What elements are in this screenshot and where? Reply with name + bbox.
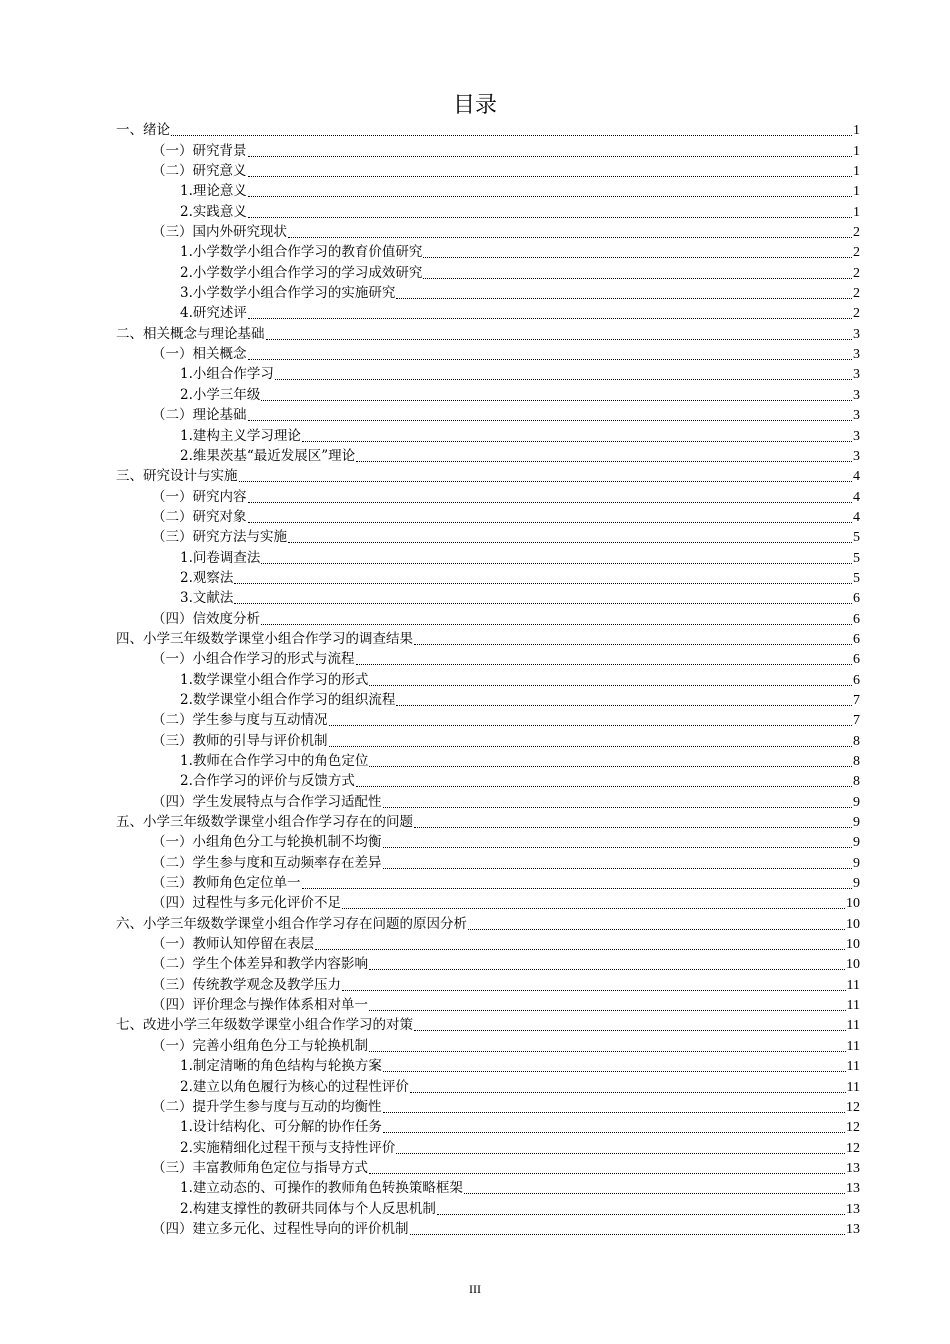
toc-entry-label: （二）学生个体差异和教学内容影响 <box>152 956 368 973</box>
dot-leader <box>369 1173 845 1174</box>
toc-entry-label: 1.数学课堂小组合作学习的形式 <box>180 671 369 688</box>
toc-entry-page-number: 2 <box>853 225 860 241</box>
toc-entry[interactable] <box>116 221 860 241</box>
toc-entry-page-number: 11 <box>846 998 860 1014</box>
toc-entry[interactable] <box>116 363 860 383</box>
toc-entry[interactable] <box>116 973 860 993</box>
toc-entry[interactable] <box>116 302 860 322</box>
toc-entry[interactable] <box>116 1075 860 1095</box>
toc-entry[interactable] <box>116 322 860 342</box>
toc-entry-page-number: 6 <box>853 591 860 607</box>
toc-entry[interactable] <box>116 343 860 363</box>
toc-entry-page-number: 8 <box>853 754 860 769</box>
toc-entry[interactable] <box>116 872 860 892</box>
dot-leader <box>248 217 852 218</box>
toc-entry[interactable] <box>116 1136 860 1156</box>
toc-entry-page-number: 11 <box>846 1079 860 1095</box>
toc-entry-label: 2.维果茨基“最近发展区”理论 <box>180 447 356 464</box>
toc-entry[interactable] <box>116 668 860 688</box>
toc-entry-label: （一）完善小组角色分工与轮换机制 <box>152 1037 368 1054</box>
toc-entry-label: 三、研究设计与实施 <box>116 468 238 485</box>
toc-entry-page-number: 13 <box>846 1201 860 1217</box>
toc-entry-label: 3.小学数学小组合作学习的实施研究 <box>180 285 396 302</box>
toc-entry[interactable] <box>116 1116 860 1136</box>
toc-entry[interactable] <box>116 689 860 709</box>
dot-leader <box>288 237 852 238</box>
toc-entry-label: 2.小学三年级 <box>180 386 261 403</box>
toc-entry[interactable] <box>116 261 860 281</box>
toc-entry[interactable] <box>116 607 860 627</box>
toc-entry[interactable] <box>116 282 860 302</box>
toc-entry-label: （一）小组角色分工与轮换机制不均衡 <box>152 834 382 851</box>
dot-leader <box>261 400 852 401</box>
toc-entry-label: 1.设计结构化、可分解的协作任务 <box>180 1119 382 1136</box>
toc-entry[interactable] <box>116 811 860 831</box>
toc-entry[interactable] <box>116 546 860 566</box>
dot-leader <box>383 807 853 808</box>
toc-entry-page-number: 3 <box>853 387 860 403</box>
toc-entry-page-number: 3 <box>853 408 860 424</box>
dot-leader <box>437 1214 845 1215</box>
toc-entry-label: （一）教师认知停留在表层 <box>152 936 314 953</box>
toc-entry-label: （三）教师角色定位单一 <box>152 875 301 892</box>
dot-leader <box>266 339 853 340</box>
toc-entry-page-number: 3 <box>853 367 860 383</box>
toc-entry-page-number: 1 <box>853 123 860 139</box>
toc-entry[interactable] <box>116 424 860 444</box>
toc-entry[interactable] <box>116 750 860 770</box>
toc-entry-label: （四）信效度分析 <box>152 610 260 627</box>
toc-entry-label: （二）理论基础 <box>152 407 247 424</box>
toc-entry-label: （三）丰富教师角色定位与指导方式 <box>152 1159 368 1176</box>
toc-entry-label: 六、小学三年级数学课堂小组合作学习存在问题的原因分析 <box>116 915 467 932</box>
toc-entry[interactable] <box>116 139 860 159</box>
toc-entry[interactable] <box>116 831 860 851</box>
toc-entry-label: 1.问卷调查法 <box>180 549 261 566</box>
toc-entry-page-number: 12 <box>846 1099 860 1115</box>
toc-entry[interactable] <box>116 628 860 648</box>
page-title: 目录 <box>452 93 497 118</box>
toc-entry-page-number: 4 <box>853 469 860 485</box>
toc-entry-page-number: 8 <box>853 774 860 790</box>
toc-entry-page-number: 10 <box>846 957 860 973</box>
toc-entry[interactable] <box>116 485 860 505</box>
toc-entry-label: 1.建立动态的、可操作的教师角色转换策略框架 <box>180 1180 463 1197</box>
dot-leader <box>369 1010 846 1011</box>
toc-entry-page-number: 6 <box>853 631 860 647</box>
toc-entry[interactable] <box>116 790 860 810</box>
toc-entry-page-number: 5 <box>853 570 860 586</box>
toc-entry[interactable] <box>116 729 860 749</box>
dot-leader <box>396 1153 845 1154</box>
toc-entry-label: （一）研究内容 <box>152 488 247 505</box>
page-number-footer: III <box>469 1282 481 1296</box>
toc-entry-page-number: 11 <box>846 1059 860 1075</box>
toc-entry-label: （二）学生参与度与互动情况 <box>152 712 328 729</box>
toc-entry-page-number: 7 <box>853 692 860 708</box>
toc-entry-page-number: 2 <box>853 265 860 281</box>
toc-entry-label: （三）研究方法与实施 <box>152 529 287 546</box>
dot-leader <box>464 1193 845 1194</box>
toc-entry[interactable] <box>116 1157 860 1177</box>
toc-entry-label: （四）建立多元化、过程性导向的评价机制 <box>152 1220 409 1237</box>
dot-leader <box>302 441 852 442</box>
toc-entry[interactable] <box>116 160 860 180</box>
dot-leader <box>239 481 853 482</box>
toc-entry-label: 2.建立以角色履行为核心的过程性评价 <box>180 1078 409 1095</box>
toc-entry-page-number: 1 <box>853 164 860 180</box>
toc-entry-page-number: 9 <box>853 876 860 892</box>
toc-entry[interactable] <box>116 892 860 912</box>
toc-entry-label: （二）研究对象 <box>152 508 247 525</box>
dot-leader <box>248 502 853 503</box>
toc-entry[interactable] <box>116 119 860 139</box>
toc-entry-page-number: 10 <box>846 896 860 912</box>
toc-entry-page-number: 2 <box>853 245 860 261</box>
toc-entry-page-number: 11 <box>846 1018 860 1034</box>
toc-entry[interactable] <box>116 241 860 261</box>
toc-entry-page-number: 10 <box>846 916 860 932</box>
toc-entry-label: （三）国内外研究现状 <box>152 224 287 241</box>
toc-entry-label: （三）传统教学观念及教学压力 <box>152 976 341 993</box>
toc-entry-page-number: 4 <box>853 489 860 505</box>
toc-entry-label: 2.构建支撑性的教研共同体与个人反思机制 <box>180 1200 436 1217</box>
toc-entry-page-number: 11 <box>846 977 860 993</box>
toc-entry-label: 2.观察法 <box>180 569 234 586</box>
toc-entry-label: （二）研究意义 <box>152 163 247 180</box>
dot-leader <box>414 827 852 828</box>
dot-leader <box>396 705 852 706</box>
toc-entry-label: 1.小学数学小组合作学习的教育价值研究 <box>180 244 423 261</box>
dot-leader <box>383 868 853 869</box>
toc-entry[interactable] <box>116 383 860 403</box>
dot-leader <box>369 685 852 686</box>
toc-entry[interactable] <box>116 1197 860 1217</box>
dot-leader <box>329 746 853 747</box>
toc-entry[interactable] <box>116 1218 860 1238</box>
dot-leader <box>423 257 852 258</box>
toc-entry[interactable] <box>116 180 860 200</box>
toc-entry-page-number: 13 <box>846 1181 860 1197</box>
dot-leader <box>356 461 852 462</box>
toc-entry-label: 4.研究述评 <box>180 305 247 322</box>
toc-entry-page-number: 6 <box>853 611 860 627</box>
toc-entry-page-number: 9 <box>853 835 860 851</box>
toc-entry-page-number: 3 <box>853 326 860 342</box>
dot-leader <box>369 1051 846 1052</box>
toc-entry-page-number: 2 <box>853 306 860 322</box>
toc-entry-label: 七、改进小学三年级数学课堂小组合作学习的对策 <box>116 1017 413 1034</box>
toc-entry-label: 四、小学三年级数学课堂小组合作学习的调查结果 <box>116 630 413 647</box>
dot-leader <box>261 563 852 564</box>
dot-leader <box>248 196 852 197</box>
toc-entry-label: （三）教师的引导与评价机制 <box>152 732 328 749</box>
toc-entry-label: （二）学生参与度和互动频率存在差异 <box>152 854 382 871</box>
dot-leader <box>275 379 852 380</box>
toc-entry-label: 1.小组合作学习 <box>180 366 274 383</box>
dot-leader <box>171 135 852 136</box>
toc-entry-page-number: 7 <box>853 713 860 729</box>
dot-leader <box>248 156 853 157</box>
toc-entry-label: （四）评价理念与操作体系相对单一 <box>152 997 368 1014</box>
toc-entry-page-number: 13 <box>846 1160 860 1176</box>
dot-leader <box>302 888 853 889</box>
toc-entry-label: 2.实践意义 <box>180 203 247 220</box>
toc-entry[interactable] <box>116 1034 860 1054</box>
toc-entry-page-number: 13 <box>846 1221 860 1237</box>
dot-leader <box>468 929 845 930</box>
toc-entry-page-number: 10 <box>846 937 860 953</box>
toc-entry-label: 1.建构主义学习理论 <box>180 427 301 444</box>
toc-entry-label: 二、相关概念与理论基础 <box>116 325 265 342</box>
toc-entry-page-number: 1 <box>853 143 860 159</box>
toc-entry[interactable] <box>116 587 860 607</box>
toc-entry-label: （一）研究背景 <box>152 142 247 159</box>
toc-entry-page-number: 11 <box>846 1038 860 1054</box>
dot-leader <box>329 725 853 726</box>
dot-leader <box>383 1071 846 1072</box>
toc-entry-label: （四）学生发展特点与合作学习适配性 <box>152 793 382 810</box>
toc-entry-label: 2.数学课堂小组合作学习的组织流程 <box>180 691 396 708</box>
dot-leader <box>414 1030 846 1031</box>
toc-entry-label: 2.小学数学小组合作学习的学习成效研究 <box>180 264 423 281</box>
toc-entry-label: （一）相关概念 <box>152 346 247 363</box>
dot-leader <box>383 1132 845 1133</box>
dot-leader <box>414 644 852 645</box>
toc-entry[interactable] <box>116 1055 860 1075</box>
dot-leader <box>423 278 852 279</box>
dot-leader <box>383 1112 846 1113</box>
toc-entry-label: 1.理论意义 <box>180 183 247 200</box>
toc-entry-page-number: 5 <box>853 530 860 546</box>
toc-entry-page-number: 9 <box>853 855 860 871</box>
toc-entry-page-number: 3 <box>853 428 860 444</box>
toc-entry-page-number: 3 <box>853 347 860 363</box>
dot-leader <box>342 990 846 991</box>
toc-entry-page-number: 3 <box>853 448 860 464</box>
toc-entry-label: （四）过程性与多元化评价不足 <box>152 895 341 912</box>
toc-entry[interactable] <box>116 933 860 953</box>
toc-entry[interactable] <box>116 1177 860 1197</box>
toc-entry[interactable] <box>116 526 860 546</box>
toc-entry-label: （二）提升学生参与度与互动的均衡性 <box>152 1098 382 1115</box>
toc-entry[interactable] <box>116 709 860 729</box>
toc-entry-label: （一）小组合作学习的形式与流程 <box>152 651 355 668</box>
dot-leader <box>315 949 845 950</box>
toc-entry-label: 3.文献法 <box>180 590 234 607</box>
toc-entry[interactable] <box>116 1014 860 1034</box>
toc-entry[interactable] <box>116 404 860 424</box>
toc-entry-page-number: 6 <box>853 672 860 688</box>
toc-entry[interactable] <box>116 953 860 973</box>
dot-leader <box>356 786 852 787</box>
toc-entry-label: 2.合作学习的评价与反馈方式 <box>180 773 355 790</box>
toc-entry-label: 一、绪论 <box>116 122 170 139</box>
toc-entry[interactable] <box>116 200 860 220</box>
toc-entry-page-number: 1 <box>853 204 860 220</box>
toc-entry-label: 1.制定清晰的角色结构与轮换方案 <box>180 1058 382 1075</box>
dot-leader <box>248 176 853 177</box>
dot-leader <box>248 318 852 319</box>
dot-leader <box>234 603 852 604</box>
dot-leader <box>248 522 853 523</box>
toc-entry[interactable] <box>116 770 860 790</box>
toc-entry-page-number: 12 <box>846 1120 860 1136</box>
table-of-contents <box>116 119 860 1238</box>
toc-entry-page-number: 9 <box>853 794 860 810</box>
dot-leader <box>342 908 845 909</box>
dot-leader <box>356 664 853 665</box>
toc-entry-page-number: 5 <box>853 550 860 566</box>
toc-entry[interactable] <box>116 994 860 1014</box>
toc-entry-label: 1.教师在合作学习中的角色定位 <box>180 753 369 769</box>
toc-entry[interactable] <box>116 465 860 485</box>
toc-entry[interactable] <box>116 912 860 932</box>
toc-entry-page-number: 8 <box>853 733 860 749</box>
toc-entry-page-number: 1 <box>853 184 860 200</box>
dot-leader <box>248 420 853 421</box>
dot-leader <box>261 624 852 625</box>
toc-entry-page-number: 2 <box>853 286 860 302</box>
toc-entry[interactable] <box>116 648 860 668</box>
toc-entry-page-number: 9 <box>853 815 860 831</box>
toc-entry-label: 五、小学三年级数学课堂小组合作学习存在的问题 <box>116 814 413 831</box>
toc-entry[interactable] <box>116 506 860 526</box>
toc-entry[interactable] <box>116 1096 860 1116</box>
dot-leader <box>396 298 852 299</box>
dot-leader <box>369 969 845 970</box>
toc-entry-label: 2.实施精细化过程干预与支持性评价 <box>180 1139 396 1156</box>
dot-leader <box>234 583 852 584</box>
dot-leader <box>383 847 853 848</box>
dot-leader <box>410 1234 846 1235</box>
toc-entry[interactable] <box>116 445 860 465</box>
toc-entry[interactable] <box>116 567 860 587</box>
toc-entry-page-number: 6 <box>853 652 860 668</box>
dot-leader <box>410 1092 846 1093</box>
toc-entry-page-number: 4 <box>853 509 860 525</box>
dot-leader <box>369 766 852 767</box>
toc-entry-page-number: 12 <box>846 1140 860 1156</box>
toc-entry[interactable] <box>116 851 860 871</box>
dot-leader <box>248 359 853 360</box>
dot-leader <box>288 542 852 543</box>
